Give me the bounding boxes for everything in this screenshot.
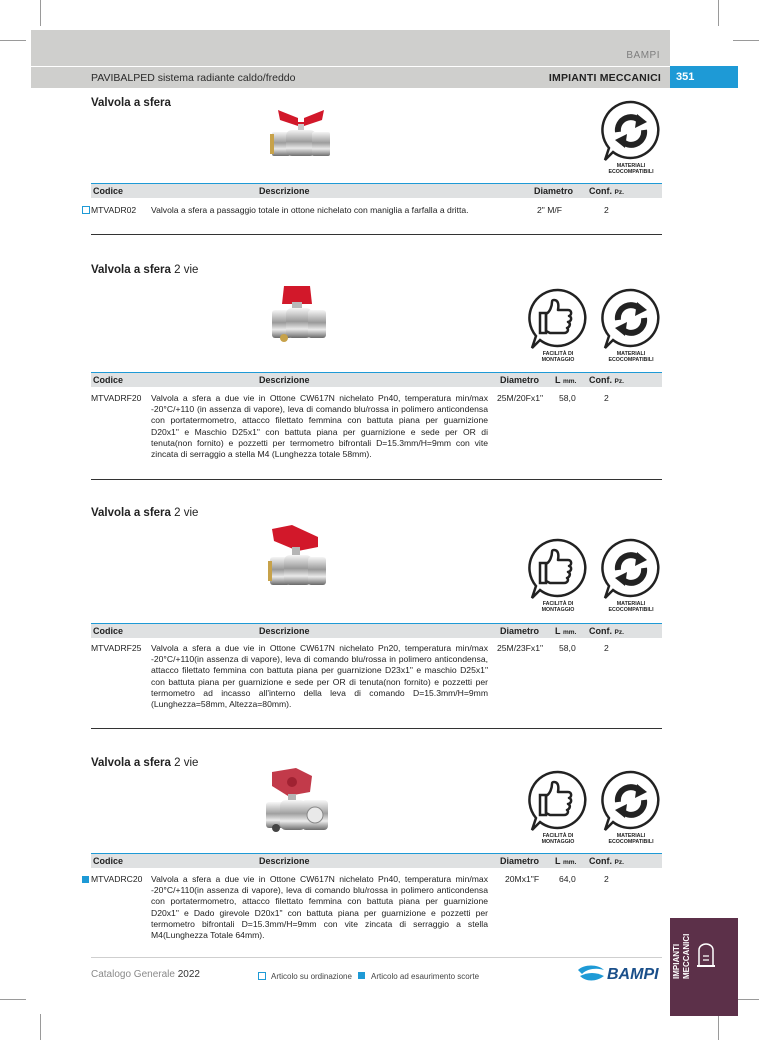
product-length: 64,0: [559, 874, 576, 884]
crop-mark: [718, 1014, 719, 1040]
page-number: 351: [670, 66, 738, 88]
product-diameter: 2" M/F: [537, 205, 563, 215]
eco-materials-badge: [601, 538, 661, 613]
table-bottom-rule: [91, 234, 662, 235]
product-pack: 2: [604, 205, 609, 215]
product-pack: 2: [604, 643, 609, 653]
product-description: Valvola a sfera a due vie in Ottone CW617N nichelato Pn40, temperatura min/max -20°C/+110 (in assenza di vapore), leva di comando blu/rossa in polimero anticondensa con portatermometro, attacco filettato femmina con battuta piana per guarnizione D20x1" e Maschio D25x1" con battuta piana per guarnizione e sede per OR di tenuta(non fornito) e pozzetti per termometro bifrontali D=15.3mm/H=9mm con vite zincata di serraggio a stella M4 (Lunghezza totale 58mm).: [151, 393, 488, 460]
legend-order: Articolo su ordinazione: [271, 972, 352, 981]
product-title: Valvola a sfera 2 vie: [91, 264, 199, 276]
table-header: [91, 184, 662, 198]
col-code: Codice: [93, 856, 124, 866]
eco-materials-badge: [601, 770, 661, 845]
header-subtitle: PAVIBALPED sistema radiante caldo/freddo: [91, 72, 296, 84]
product-diameter: 25M/23Fx1": [497, 643, 544, 653]
eco-materials-badge: [601, 288, 661, 363]
svg-text:MECCANICI: MECCANICI: [682, 933, 691, 979]
col-description: Descrizione: [259, 856, 310, 866]
col-description: Descrizione: [259, 186, 310, 196]
table-bottom-rule: [91, 479, 662, 480]
legend-order-icon: [258, 972, 266, 980]
header-section: IMPIANTI MECCANICI: [548, 72, 661, 84]
crop-mark: [0, 40, 26, 41]
crop-mark: [733, 40, 759, 41]
easy-badge-label: FACILITÀ DI MONTAGGIO: [541, 833, 575, 845]
product-diameter: 20Mx1"F: [505, 874, 540, 884]
col-pack: Conf. Pz.: [589, 375, 624, 385]
col-description: Descrizione: [259, 375, 310, 385]
col-code: Codice: [93, 626, 124, 636]
footer-divider: [91, 957, 662, 958]
crop-mark: [0, 999, 26, 1000]
product-description: Valvola a sfera a passaggio totale in ottone nichelato con maniglia a farfalla a dritta.: [151, 205, 469, 215]
product-length: 58,0: [559, 393, 576, 403]
bampi-logo: [576, 962, 662, 984]
product-description: Valvola a sfera a due vie in Ottone CW617N nichelato Pn40, temperatura min/max -20°C/+110(in assenza di vapore), leva di comando blu/rossa in polimero anticondensa con portatermometro, attacco filettato femmina con battuta piana per guarnizione D20x1" e Dado girevole D20x1" con battuta piana per guarnizione e pozzetti per termometro bifrontali D=15.3mm/H=9mm con vite zincata di serraggio a stella M4(Lunghezza Totale 64mm).: [151, 874, 488, 941]
eco-materials-badge: [601, 100, 661, 175]
crop-mark: [718, 0, 719, 26]
col-code: Codice: [93, 375, 124, 385]
easy-badge-label: FACILITÀ DI MONTAGGIO: [541, 351, 575, 363]
ball-valve-butterfly-image: [268, 108, 334, 160]
ball-valve-handle-image: [266, 523, 328, 589]
col-length: L mm.: [555, 856, 577, 866]
table-bottom-rule: [91, 728, 662, 729]
easy-mounting-badge: [528, 288, 588, 363]
col-diameter: Diametro: [500, 626, 540, 636]
col-code: Codice: [93, 186, 124, 196]
col-diameter: Diametro: [500, 856, 540, 866]
logo-text: BAMPI: [607, 966, 659, 983]
crop-mark: [40, 0, 41, 26]
table-header: [91, 624, 662, 638]
table-header: [91, 373, 662, 387]
product-description: Valvola a sfera a due vie in Ottone CW617N nichelato Pn20, temperatura min/max -20°C/+110(in assenza di vapore), leva di comando blu/rossa in polimero anticondensa, attacco filettato femmina con battuta piana per guarnizione D23x1" e maschio D25x1" con battuta piana per guarnizione e sede per OR di tenuta(non fornito) e pozzetti per termometro ad incasso all'interno della leva di comando D=15.3mm/H=9mm (Lunghezza=58mm, Altezza=80mm).: [151, 643, 488, 710]
header-brand: BAMPI: [626, 50, 660, 61]
header-divider: [31, 66, 670, 67]
eco-badge-label: MATERIALI ECOCOMPATIBILI: [608, 163, 654, 175]
col-diameter: Diametro: [534, 186, 574, 196]
eco-badge-label: MATERIALI ECOCOMPATIBILI: [608, 351, 654, 363]
col-pack: Conf. Pz.: [589, 856, 624, 866]
ball-valve-union-image: [262, 766, 330, 836]
product-pack: 2: [604, 393, 609, 403]
product-code: MTVADRF25: [91, 643, 142, 653]
col-pack: Conf. Pz.: [589, 626, 624, 636]
catalog-label: Catalogo Generale 2022: [91, 969, 200, 980]
product-title: Valvola a sfera 2 vie: [91, 757, 199, 769]
col-description: Descrizione: [259, 626, 310, 636]
svg-text:IMPIANTI: IMPIANTI: [672, 943, 681, 979]
crop-mark: [40, 1014, 41, 1040]
table-header: [91, 854, 662, 868]
product-code: MTVADR02: [91, 205, 137, 215]
eco-badge-label: MATERIALI ECOCOMPATIBILI: [608, 833, 654, 845]
product-title: Valvola a sfera: [91, 97, 171, 109]
product-diameter: 25M/20Fx1": [497, 393, 544, 403]
col-pack: Conf. Pz.: [589, 186, 624, 196]
col-length: L mm.: [555, 626, 577, 636]
product-title: Valvola a sfera 2 vie: [91, 507, 199, 519]
plumbing-icon: [695, 942, 717, 968]
product-code: MTVADRC20: [91, 874, 143, 884]
easy-badge-label: FACILITÀ DI MONTAGGIO: [541, 601, 575, 613]
product-pack: 2: [604, 874, 609, 884]
stock-status-icon: [82, 876, 89, 883]
easy-mounting-badge: [528, 770, 588, 845]
legend-stock: Articolo ad esaurimento scorte: [371, 972, 480, 981]
ball-valve-lever-image: [270, 282, 328, 344]
product-code: MTVADRF20: [91, 393, 142, 403]
legend-stock-icon: [358, 972, 365, 979]
product-length: 58,0: [559, 643, 576, 653]
eco-badge-label: MATERIALI ECOCOMPATIBILI: [608, 601, 654, 613]
col-length: L mm.: [555, 375, 577, 385]
order-status-icon: [82, 206, 90, 214]
easy-mounting-badge: [528, 538, 588, 613]
col-diameter: Diametro: [500, 375, 540, 385]
